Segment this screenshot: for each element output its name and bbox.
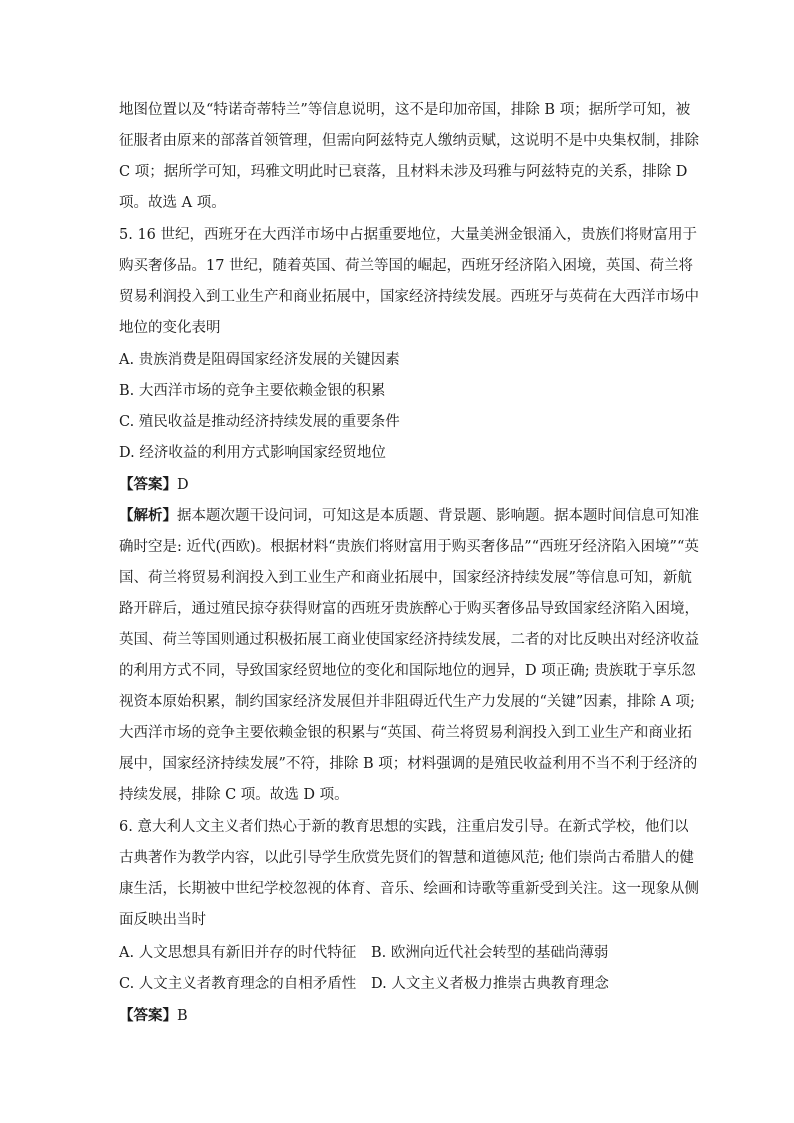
q6-answer	[119, 1006, 188, 1026]
q5-analysis-line: 的利用方式不同，导致国家经贸地位的变化和国际地位的迥异，D 项正确; 贵族耽于享乐忽	[119, 663, 696, 679]
answer-tag: 【答案】	[119, 476, 177, 493]
q5-option-a: A. 贵族消费是阻碍国家经济发展的关键因素	[119, 352, 400, 368]
q5-option-d: D. 经济收益的利用方式影响国家经贸地位	[119, 445, 386, 461]
q5-analysis-line: 视资本原始积累，制约国家经济发展但并非阻碍近代生产力发展的“关键”因素，排除 A 项;	[119, 694, 695, 710]
prev-explanation-line: 项。故选 A 项。	[119, 195, 226, 211]
q5-option-c: C. 殖民收益是推动经济持续发展的重要条件	[119, 414, 400, 430]
q6-stem-line: 面反映出当时	[119, 912, 206, 928]
prev-explanation-line: C 项；据所学可知，玛雅文明此时已衰落，且材料未涉及玛雅与阿兹特克的关系，排除 D	[119, 164, 688, 180]
analysis-text: 据本题次题干设问词，可知这是本质题、背景题、影响题。据本题时间信息可知准	[177, 508, 699, 524]
q5-analysis-line: 大西洋市场的竞争主要依赖金银的积累与“英国、荷兰将贸易利润投入到工业生产和商业拓	[119, 725, 692, 741]
q5-stem-line: 地位的变化表明	[119, 320, 221, 336]
q5-analysis-line: 持续发展，排除 C 项。故选 D 项。	[119, 787, 349, 803]
q6-stem-line: 康生活，长期被中世纪学校忽视的体育、音乐、绘画和诗歌等重新受到关注。这一现象从侧	[119, 881, 699, 897]
q6-option-d: D. 人文主义者极力推崇古典教育理念	[371, 976, 609, 992]
q5-analysis-line: 确时空是: 近代(西欧)。根据材料“贵族们将财富用于购买奢侈品”“西班牙经济陷入困境”“英	[119, 539, 699, 555]
q5-answer	[119, 475, 189, 495]
q5-stem-line: 5. 16 世纪，西班牙在大西洋市场中占据重要地位，大量美洲金银涌入，贵族们将财富用于	[119, 227, 697, 243]
answer-tag: 【答案】	[119, 1007, 177, 1024]
q5-stem-line: 购买奢侈品。17 世纪，随着英国、荷兰等国的崛起，西班牙经济陷入困境，英国、荷兰将	[119, 258, 694, 274]
prev-explanation-line: 地图位置以及“特诺奇蒂特兰”等信息说明，这不是印加帝国，排除 B 项；据所学可知，被	[119, 102, 691, 118]
q6-option-b: B. 欧洲向近代社会转型的基础尚薄弱	[371, 945, 609, 961]
answer-value: D	[177, 477, 189, 493]
q6-option-a: A. 人文思想具有新旧并存的时代特征	[119, 945, 357, 961]
q5-analysis-line: 英国、荷兰等国则通过积极拓展工商业使国家经济持续发展，二者的对比反映出对经济收益	[119, 632, 699, 648]
answer-value: B	[177, 1008, 188, 1024]
analysis-tag: 【解析】	[119, 507, 177, 524]
q6-stem-line: 古典著作为教学内容，以此引导学生欣赏先贤们的智慧和道德风范; 他们崇尚古希腊人的健	[119, 850, 694, 866]
q5-option-b: B. 大西洋市场的竞争主要依赖金银的积累	[119, 383, 386, 399]
q5-stem-line: 贸易利润投入到工业生产和商业拓展中，国家经济持续发展。西班牙与英荷在大西洋市场中	[119, 289, 699, 305]
q5-analysis-line: 展中，国家经济持续发展”不符，排除 B 项；材料强调的是殖民收益利用不当不利于经济的	[119, 756, 698, 772]
prev-explanation-line: 征服者由原来的部落首领管理，但需向阿兹特克人缴纳贡赋，这说明不是中央集权制，排除	[119, 133, 699, 149]
q5-analysis-line: 路开辟后，通过殖民掠夺获得财富的西班牙贵族醉心于购买奢侈品导致国家经济陷入困境，	[119, 601, 699, 617]
q6-option-c: C. 人文主义者教育理念的自相矛盾性	[119, 976, 357, 992]
q5-analysis-line: 国、荷兰将贸易利润投入到工业生产和商业拓展中，国家经济持续发展”等信息可知，新航	[119, 570, 692, 586]
q5-analysis-first	[119, 506, 699, 526]
q6-stem-line: 6. 意大利人文主义者们热心于新的教育思想的实践，注重启发引导。在新式学校，他们以	[119, 819, 689, 835]
